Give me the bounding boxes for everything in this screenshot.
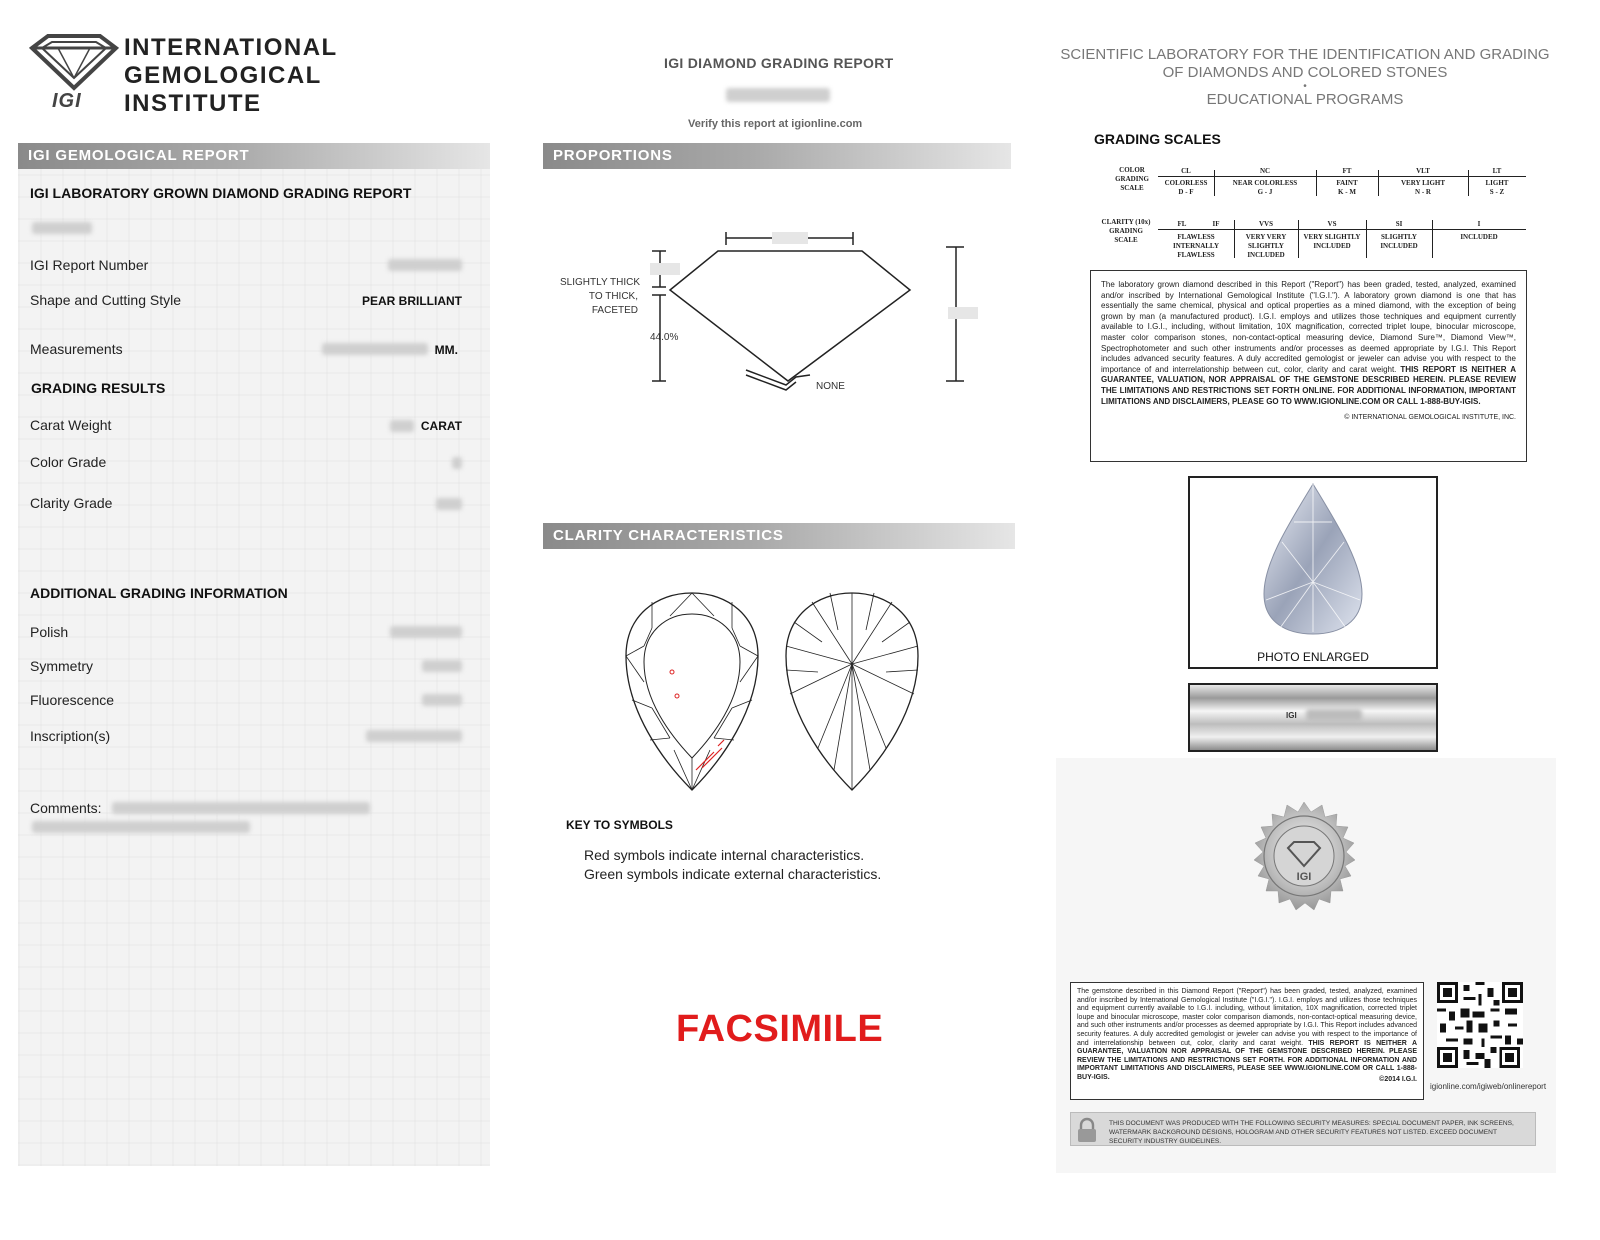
redacted-comments-line-1 [112, 802, 370, 814]
scale-divider [1366, 220, 1367, 258]
pavilion-percentage: 44.0% [650, 332, 679, 343]
measurements-label: Measurements [30, 341, 123, 357]
laserscribe-image [1188, 683, 1438, 752]
grading-scales-title: GRADING SCALES [1094, 131, 1221, 147]
color-scale-label-line: COLOR [1119, 166, 1145, 174]
scale-name: VERY VERY SLIGHTLY INCLUDED [1245, 233, 1287, 259]
scale-name: FLAWLESS [1177, 233, 1215, 241]
clarity-grade-fl-code: FL [1177, 220, 1187, 228]
logo-line-1: INTERNATIONAL [124, 34, 338, 61]
scale-name: VERY SLIGHTLY INCLUDED [1303, 233, 1361, 250]
disclaimer-2-body [1077, 988, 1417, 1083]
scale-range: K - M [1338, 188, 1356, 196]
clarity-scale-label-line: GRADING [1109, 227, 1143, 235]
girdle-line-1: SLIGHTLY THICK [560, 277, 641, 288]
redacted-polish [390, 626, 462, 638]
additional-info-heading: ADDITIONAL GRADING INFORMATION [30, 585, 288, 601]
diamond-photo [1190, 482, 1436, 648]
gemological-report-panel [18, 143, 490, 1166]
scale-name: VERY LIGHT [1400, 179, 1446, 187]
redacted-report-number [388, 259, 462, 271]
logo-line-3: INSTITUTE [124, 90, 262, 117]
redacted-measurements [322, 343, 428, 355]
disclaimer-copyright: © INTERNATIONAL GEMOLOGICAL INSTITUTE, INC. [1344, 414, 1516, 422]
scale-name: INTERNALLY FLAWLESS [1172, 242, 1220, 259]
key-to-symbols-title: KEY TO SYMBOLS [566, 818, 673, 832]
redacted-symmetry [422, 660, 462, 672]
fluorescence-label: Fluorescence [30, 692, 115, 708]
scale-name: NEAR COLORLESS [1232, 179, 1298, 187]
disclaimer-body-text: The laboratory grown diamond described in this Report ("Report") has been graded, tested, analyzed, examined and/or inscribed by International Gemological Institute ("I.G.I."). A laboratory grown diamond is one that has essentially the same chemical, physical and optical properties as a mined diamond, with the exception of being grown by man (a manufactured product). I.G.I. employs and utilizes those techniques and equipment currently available to I.G.I., including, without limitation, 10X magnification, corrected triplet loupe, binocular microscope, master color comparison stones, non-contact-optical measuring device, Diamond Sure™, Diamond View™, Spectrophotometer and such other instruments and/or processes as deemed appropriate by I.G.I. This Report includes advanced security features. A duly accredited gemologist or jeweler can advise you with respect to the importance of and interrelationship between cut, color, clarity and carat weight. [1101, 280, 1516, 374]
security-features-bar [1070, 1112, 1536, 1146]
clarity-plot-pavilion [782, 590, 922, 792]
redacted-comments-line-2 [32, 821, 250, 833]
inscription-label: Inscription(s) [30, 728, 111, 744]
key-red-symbols: Red symbols indicate internal characteristics. [584, 847, 865, 863]
redacted-fluorescence [422, 694, 462, 706]
scale-range: G - J [1257, 188, 1273, 196]
qr-url[interactable]: igionline.com/igiweb/onlinereport [1430, 1082, 1547, 1091]
clarity-grade-vvs [1236, 220, 1296, 260]
laserscribe-inscription: IGI [1286, 711, 1297, 720]
redacted-laser-number [1306, 709, 1362, 721]
logo-mark: IGI [52, 90, 82, 112]
comments-label: Comments: [30, 800, 102, 816]
girdle-line-2: TO THICK, [588, 291, 638, 302]
color-scale-label-line: GRADING [1115, 175, 1149, 183]
redacted-report-id [726, 88, 830, 102]
clarity-grade-vs [1300, 220, 1364, 251]
color-grade-nc [1214, 167, 1316, 197]
lab-title-line-1: SCIENTIFIC LABORATORY FOR THE IDENTIFICATION AND GRADING [1060, 46, 1550, 63]
girdle-line-3: FACETED [591, 305, 638, 316]
section-title-clarity: CLARITY CHARACTERISTICS [543, 523, 1015, 549]
color-grade-lt [1468, 167, 1526, 197]
disclaimer-2-bold: THIS REPORT IS NEITHER A GUARANTEE, VALUATION NOR APPRAISAL OF THE GEMSTONE DESCRIBED HEREIN. PLEASE REVIEW THE LIMITATIONS AND RESTRICTIONS SET FORTH. FOR ADDITIONAL INFORMATION AND IMPORTANT LIMITATIONS AND DISCLAIMERS, PLEASE SEE WWW.IGIONLINE.COM OR CALL 1-888-BUY-IGIS. [1077, 1039, 1417, 1081]
scale-code: LT [1492, 167, 1502, 175]
redacted-carat [390, 420, 414, 432]
redacted-clarity-grade [436, 498, 462, 510]
lab-title-line-2: OF DIAMONDS AND COLORED STONES [1162, 64, 1448, 81]
redacted-inscription [366, 730, 462, 742]
feather-mark [696, 740, 724, 770]
clarity-scale-label-line: SCALE [1114, 236, 1138, 244]
shape-value: PEAR BRILLIANT [362, 294, 462, 308]
scale-code: VLT [1416, 167, 1430, 175]
grading-report-title: IGI DIAMOND GRADING REPORT [664, 55, 894, 71]
carat-label: Carat Weight [30, 417, 112, 433]
color-scale-label [1110, 166, 1154, 193]
scale-divider [1432, 220, 1433, 258]
scale-name: LIGHT [1485, 179, 1509, 187]
scale-name: FAINT [1336, 179, 1358, 187]
color-grade-ft [1316, 167, 1378, 197]
redacted-date [32, 222, 92, 234]
scale-name: INCLUDED [1460, 233, 1498, 241]
clarity-grade-si [1368, 220, 1430, 251]
facsimile-watermark: FACSIMILE [676, 1008, 884, 1050]
scale-divider [1234, 220, 1235, 258]
disclaimer-2-copyright: ©2014 I.G.I. [1379, 1075, 1417, 1083]
scale-range: D - F [1178, 188, 1194, 196]
igi-logo [28, 30, 368, 120]
inclusion-mark [675, 694, 679, 698]
clarity-plot-crown [622, 590, 762, 792]
shape-label: Shape and Cutting Style [30, 292, 181, 308]
scale-range: S - Z [1489, 188, 1505, 196]
color-grade-label: Color Grade [30, 454, 107, 470]
report-title: IGI LABORATORY GROWN DIAMOND GRADING REPORT [30, 185, 412, 201]
scale-code: FT [1342, 167, 1352, 175]
report-number-label: IGI Report Number [30, 257, 149, 273]
hologram-seal [1234, 786, 1374, 926]
symmetry-label: Symmetry [30, 658, 93, 674]
scale-code: SI [1395, 220, 1403, 228]
lab-title-line-3: EDUCATIONAL PROGRAMS [1206, 91, 1404, 108]
disclaimer-2-text: The gemstone described in this Diamond Report ("Report") has been graded, tested, analyzed, examined and/or inscribed by International Gemological Institute ("I.G.I."). I.G.I. employs and utilizes those techniques and equipment currently available to I.G.I. including, without limitation, 10X magnification, corrected triplet loupe and binocular microscope, master color comparison diamonds, non-contact-optical measuring device, and such other instruments and/or processes as deemed appropriate by I.G.I. This Report includes advanced security features. A duly accredited gemologist or jeweler can advise you with respect to the importance of and interrelationship between cut, color, clarity and carat weight. [1077, 988, 1417, 1047]
culet-value: NONE [816, 381, 845, 392]
clarity-grade-fl-if-names [1160, 233, 1232, 260]
girdle-description [560, 276, 641, 318]
logo-line-2: GEMOLOGICAL [124, 62, 322, 89]
scale-code: NC [1259, 167, 1271, 175]
photo-caption: PHOTO ENLARGED [1257, 650, 1369, 664]
polish-label: Polish [30, 624, 69, 640]
scale-code: VS [1327, 220, 1337, 228]
lab-grown-disclaimer [1090, 270, 1527, 462]
color-scale-label-line: SCALE [1120, 184, 1144, 192]
security-text: THIS DOCUMENT WAS PRODUCED WITH THE FOLLOWING SECURITY MEASURES: SPECIAL DOCUMENT PAPER, INK SCREENS, WATERMARK BACKGROUND DESIGNS, HOLOGRAM AND OTHER SECURITY FEATURES NOT LISTED. EXCEED DOCUMENT SECURITY INDUSTRY GUIDELINES. [1109, 1120, 1514, 1145]
clarity-scale-label-line: CLARITY (10x) [1101, 218, 1151, 226]
scale-code: VVS [1258, 220, 1273, 228]
diamond-photo-frame [1188, 476, 1438, 669]
lab-title-bullet: • [1303, 81, 1307, 92]
scale-code: I [1477, 220, 1481, 228]
lock-icon [1075, 1117, 1099, 1143]
key-to-symbols-list [584, 846, 881, 884]
scale-name: SLIGHTLY INCLUDED [1380, 233, 1418, 250]
clarity-grade-if-code: IF [1212, 220, 1220, 228]
clarity-scale-label [1098, 218, 1154, 245]
grading-results-heading: GRADING RESULTS [31, 380, 166, 396]
scale-divider [1298, 220, 1299, 258]
scale-code: CL [1181, 167, 1191, 175]
key-green-symbols: Green symbols indicate external characteristics. [584, 866, 882, 882]
clarity-grade-i [1434, 220, 1524, 242]
laboratory-title [1060, 46, 1550, 109]
redacted-color-grade [452, 457, 462, 469]
scale-range: N - R [1415, 188, 1431, 196]
scale-name: COLORLESS [1164, 179, 1208, 187]
clarity-grade-label: Clarity Grade [30, 495, 113, 511]
color-grade-cl [1158, 167, 1214, 197]
measurements-unit: MM. [434, 343, 458, 357]
grading-disclaimer [1070, 982, 1424, 1100]
inclusion-mark [670, 670, 674, 674]
seal-mark: IGI [1296, 871, 1312, 883]
section-title-gemological-report: IGI GEMOLOGICAL REPORT [18, 143, 490, 169]
color-grade-vlt [1378, 167, 1468, 197]
disclaimer-body-bold: THIS REPORT IS NEITHER A GUARANTEE, VALUATION, NOR APPRAISAL OF THE GEMSTONE DESCRIBED HEREIN. PLEASE REVIEW THE LIMITATIONS AND RESTRICTIONS SET FORTH ONLINE. FOR ADDITIONAL INFORMATION, IMPORTANT LIMITATIONS AND DISCLAIMERS, PLEASE GO TO WWW.IGIONLINE.COM OR CALL 1-888-BUY-IGIS. [1101, 364, 1516, 406]
verify-link[interactable]: Verify this report at igionline.com [688, 118, 863, 130]
qr-code-icon[interactable] [1437, 982, 1523, 1068]
logo-name [124, 34, 338, 118]
carat-unit: CARAT [420, 419, 462, 433]
disclaimer-body [1101, 280, 1516, 407]
section-title-proportions: PROPORTIONS [543, 143, 1011, 169]
